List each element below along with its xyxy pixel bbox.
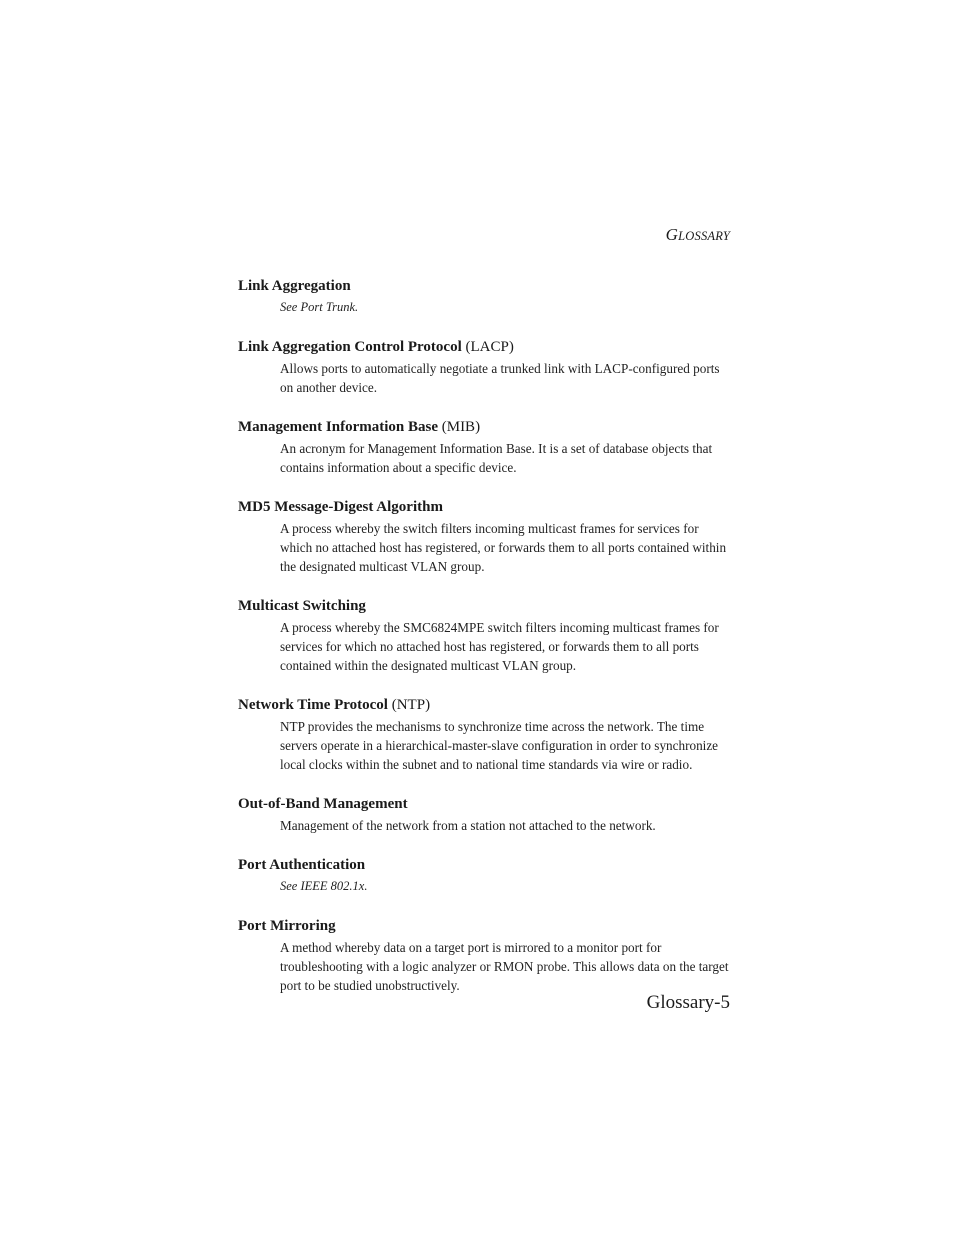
term-definition: See IEEE 802.1x. xyxy=(280,879,368,893)
term-abbreviation: (LACP) xyxy=(465,339,514,355)
term-definition: Allows ports to automatically negotiate a trunked link with LACP-configured ports on another device. xyxy=(280,361,720,395)
term-name: Port Authentication xyxy=(238,857,366,873)
term-name: Network Time Protocol xyxy=(238,697,388,713)
term-abbreviation: (NTP) xyxy=(391,697,431,713)
glossary-entry xyxy=(238,418,730,477)
glossary-entry xyxy=(238,856,730,896)
term-name: Link Aggregation xyxy=(238,278,351,294)
glossary-entry xyxy=(238,696,730,774)
term-name: Multicast Switching xyxy=(238,598,366,614)
glossary-entries xyxy=(238,277,730,1016)
glossary-entry xyxy=(238,597,730,675)
term-definition: Management of the network from a station not attached to the network. xyxy=(280,818,656,833)
glossary-entry xyxy=(238,917,730,995)
glossary-entry xyxy=(238,277,730,317)
running-head-rest: LOSSARY xyxy=(678,229,730,243)
glossary-entry xyxy=(238,498,730,576)
running-head-initial: G xyxy=(665,225,679,244)
glossary-entry xyxy=(238,338,730,397)
glossary-entry xyxy=(238,795,730,835)
term-name: Port Mirroring xyxy=(238,918,336,934)
term-abbreviation: (MIB) xyxy=(441,419,481,435)
page-number: Glossary-5 xyxy=(646,992,730,1013)
term-name: Management Information Base xyxy=(238,419,438,435)
glossary-term xyxy=(238,597,730,615)
glossary-term xyxy=(238,696,730,714)
glossary-term xyxy=(238,498,730,516)
term-definition: A process whereby the switch filters incoming multicast frames for services for which no attached host has registered, or forwards them to all ports contained within the designated multicast VLAN group. xyxy=(280,521,727,574)
glossary-term xyxy=(238,338,730,356)
glossary-term xyxy=(238,418,730,436)
glossary-term xyxy=(238,277,730,295)
term-definition: A process whereby the SMC6824MPE switch filters incoming multicast frames for services for which no attached host has registered, or forwards them to all ports contained within the designated multicast VLAN group. xyxy=(280,620,719,673)
term-definition: NTP provides the mechanisms to synchronize time across the network. The time servers operate in a hierarchical-master-slave configuration in order to synchronize local clocks within the subnet and to national time standards via wire or radio. xyxy=(280,719,719,772)
glossary-term xyxy=(238,917,730,935)
term-name: Out-of-Band Management xyxy=(238,796,408,812)
term-name: Link Aggregation Control Protocol xyxy=(238,339,462,355)
glossary-term xyxy=(238,856,730,874)
term-definition: An acronym for Management Information Base. It is a set of database objects that contains information about a specific device. xyxy=(280,441,713,475)
term-definition: A method whereby data on a target port is mirrored to a monitor port for troubleshooting with a logic analyzer or RMON probe. This allows data on the target port to be studied unobstructively. xyxy=(280,940,729,993)
term-name: MD5 Message-Digest Algorithm xyxy=(238,499,443,515)
running-head xyxy=(666,225,730,245)
term-definition: See Port Trunk. xyxy=(280,300,359,314)
glossary-term xyxy=(238,795,730,813)
